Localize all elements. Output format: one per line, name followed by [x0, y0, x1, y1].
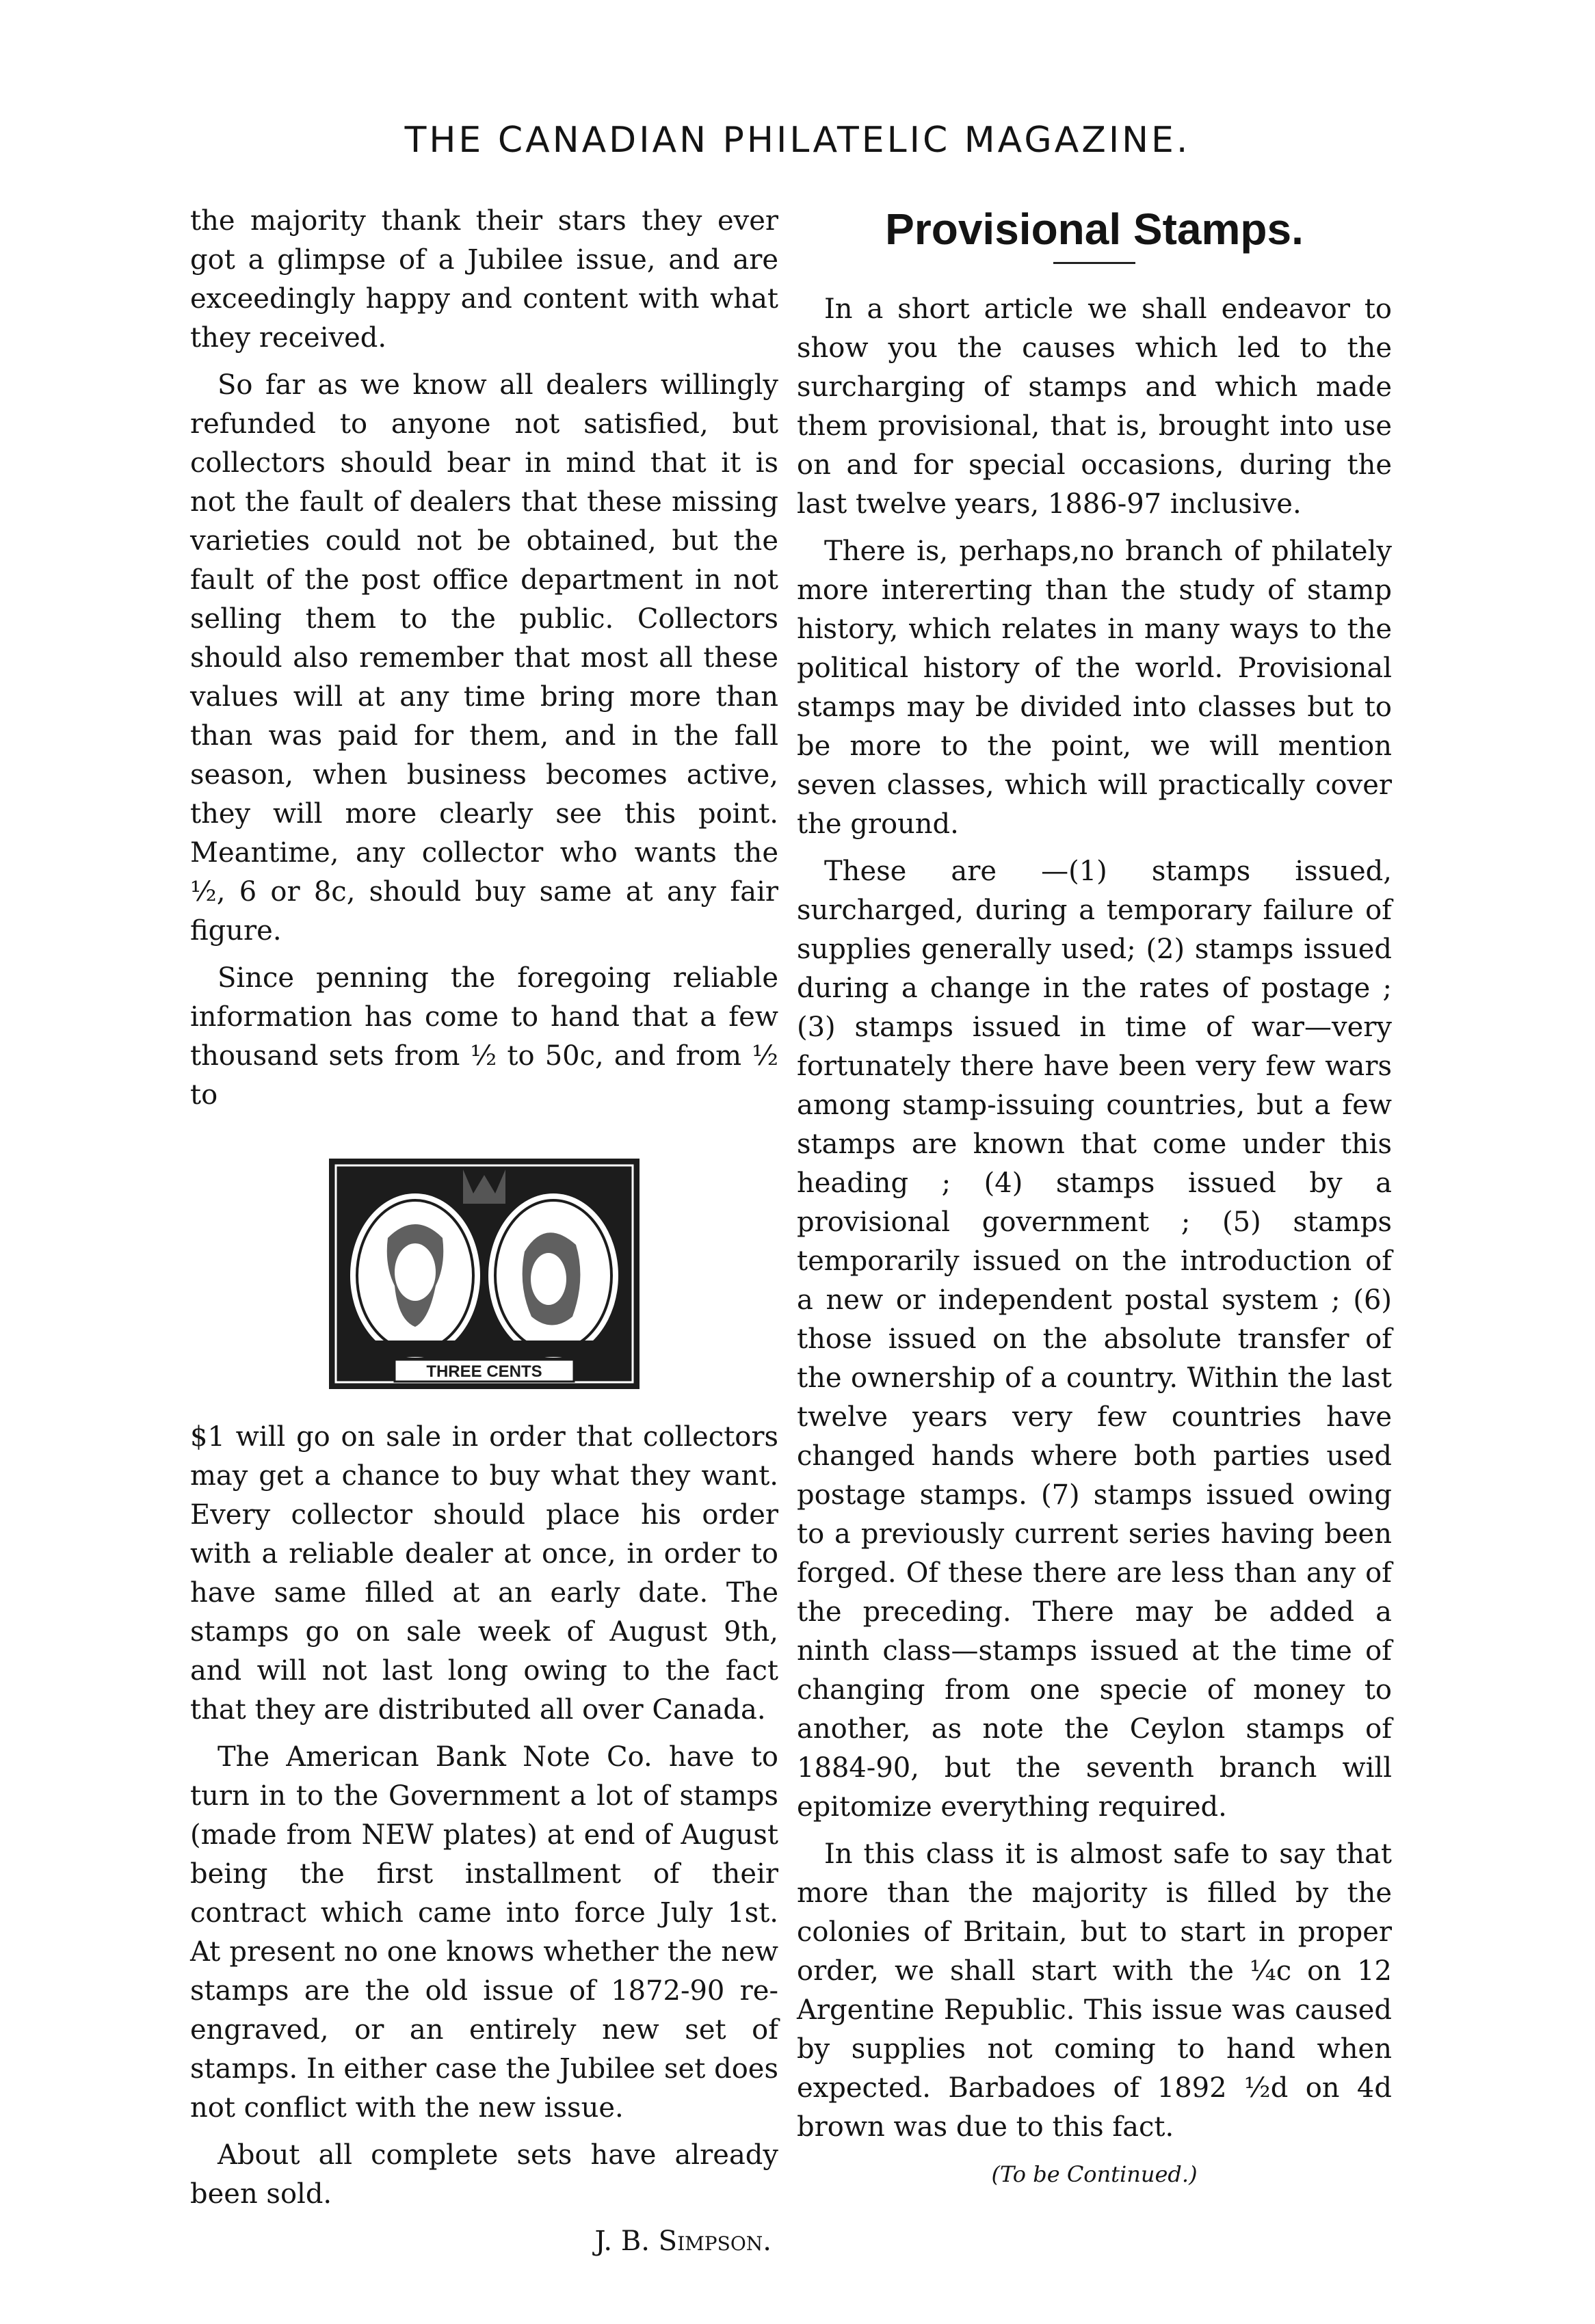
stamp-value-label: THREE CENTS	[426, 1362, 542, 1381]
page-header: THE CANADIAN PHILATELIC MAGAZINE.	[404, 120, 1191, 161]
paragraph: In this class it is almost safe to say that more than the majority is filled by the colonies of Britain, but to start in proper order, we shall start with the ¼c on 12 Argentine Republic. This issue was caused by supplies not coming to hand when expected. Barbadoes of 1892 ½d on 4d brown was due to this fact.	[797, 1838, 1392, 2143]
paragraph: So far as we know all dealers willingly refunded to anyone not satisfied, but collectors should bear in mind that it is not the fault of dealers that these missing varieties could not be obtained, but the fault of the post office department in not selling them to the public. Collectors should also remember that most all these values will at any time bring more than than was paid for them, and in the fall season, when business becomes active, they will more clearly see this point. Meantime, any collector who wants the ½, 6 or 8c, should buy same at any fair figure.	[190, 369, 778, 947]
right-column	[797, 195, 1392, 2194]
paragraph: There is, perhaps,no branch of philately more intererting than the study of stamp history, which relates in many ways to the political history of the world. Provisional stamps may be divided into classes but to be more to the point, we will mention seven classes, which will practically cover the ground.	[797, 536, 1392, 840]
continued-note: (To be Continued.)	[991, 2161, 1198, 2187]
paragraph: the majority thank their stars they ever got a glimpse of a Jubilee issue, and are exceedingly happy and content with what they received.	[190, 205, 778, 354]
paragraph: About all complete sets have already been sold.	[190, 2139, 778, 2210]
paragraph: $1 will go on sale in order that collectors may get a chance to buy what they want. Every collector should place his order with a reliable dealer at once, in order to have same filled at an early date. The stamps go on sale week of August 9th, and will not last long owing to the fact that they are distributed all over Canada.	[190, 1421, 778, 1726]
paragraph: The American Bank Note Co. have to turn in to the Government a lot of stamps (made from NEW plates) at end of August being the first installment of their contract which came into force July 1st. At present no one knows whether the new stamps are the old issue of 1872-90 re-engraved, or an entirely new set of stamps. In either case the Jubilee set does not conflict with the new issue.	[190, 1741, 778, 2124]
jubilee-stamp-illustration	[326, 1156, 642, 1392]
title-rule	[1053, 262, 1135, 264]
stamp-engraving	[326, 1156, 642, 1392]
paragraph: These are —(1) stamps issued, surcharged, during a temporary failure of supplies generally used; (2) stamps issued during a change in the rates of postage ; (3) stamps issued in time of war—very fortunately there have been very few wars among stamp-issuing countries, but a few stamps are known that come under this heading ; (4) stamps issued by a provisional government ; (5) stamps temporarily issued on the introduction of a new or independent postal system ; (6) those issued on the absolute transfer of the ownership of a country. Within the last twelve years very few countries have changed hands where both parties used postage stamps. (7) stamps issued owing to a previously current series having been forged. Of these there are less than any of the preceding. There may be added a ninth class—stamps issued at the time of changing from one specie of money to another, as note the Ceylon stamps of 1884-90, but the seventh branch will epitomize everything required.	[797, 856, 1392, 1823]
article-title: Provisional Stamps.	[885, 204, 1304, 254]
left-column	[190, 202, 778, 2261]
paragraph: In a short article we shall endeavor to show you the causes which led to the surcharging of stamps and which made them provisional, that is, brought into use on and for special occasions, during the last twelve years, 1886-97 inclusive.	[797, 293, 1392, 520]
paragraph: Since penning the foregoing reliable information has come to hand that a few thousand sets from ½ to 50c, and from ½ to	[190, 962, 778, 1111]
author-signature: J. B. Simpson.	[594, 2226, 772, 2257]
